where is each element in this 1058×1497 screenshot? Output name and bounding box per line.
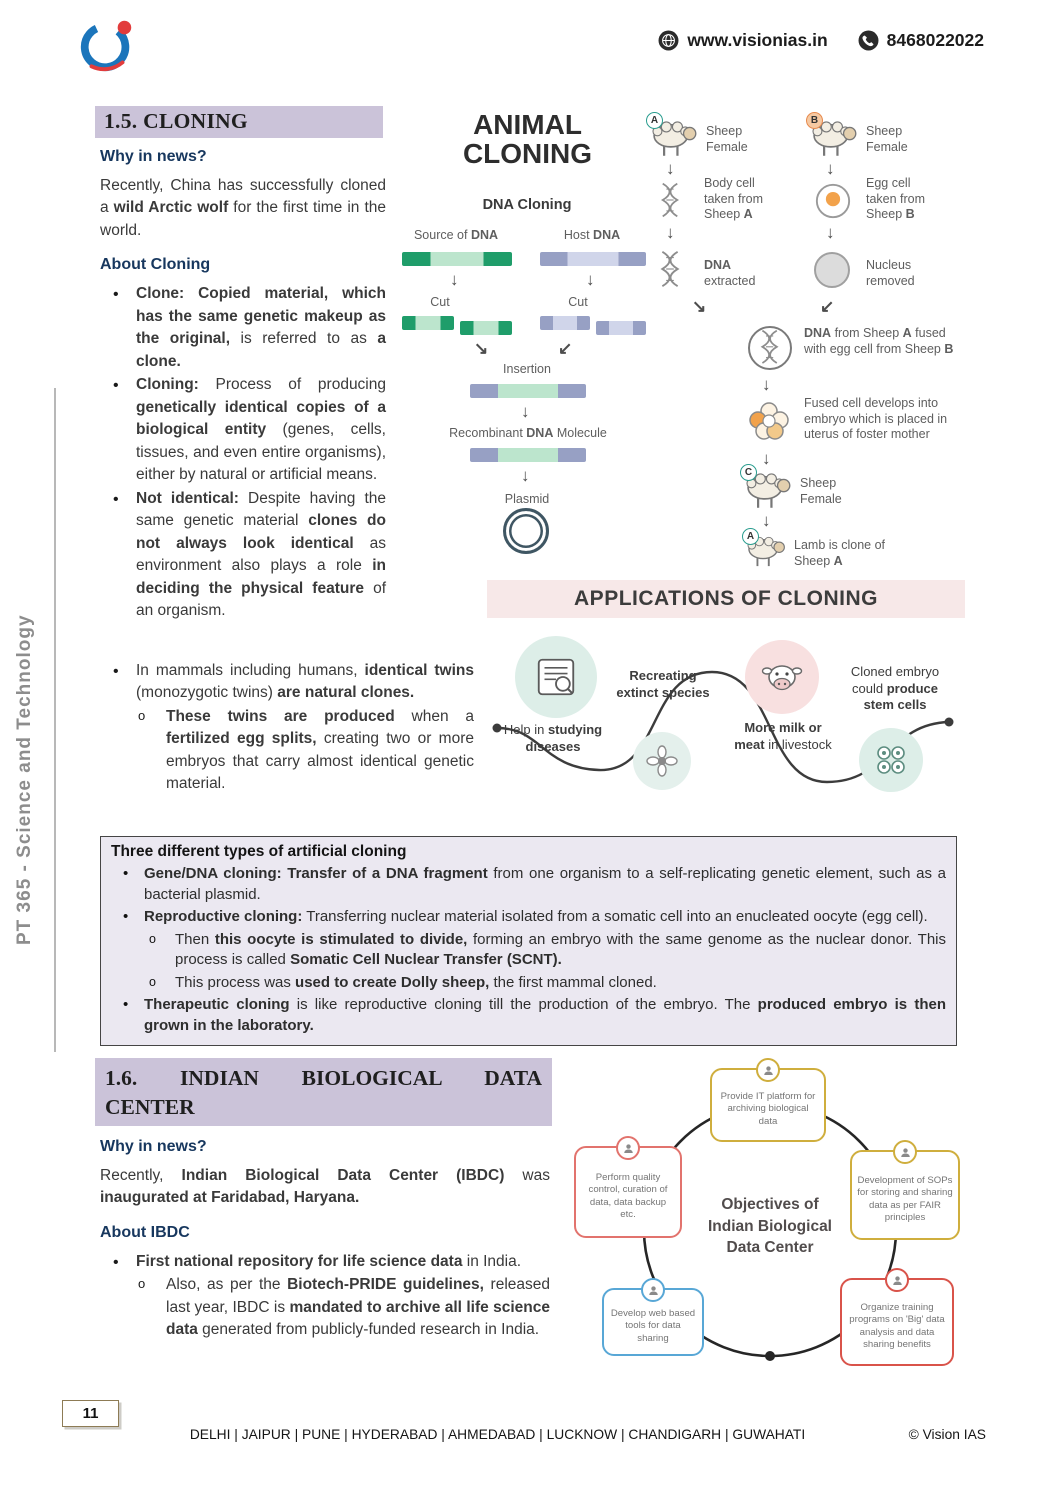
ibdc-repository-bullet: • First national repository for life science data in India. [100,1251,550,1273]
animal-cloning-diagram [390,110,965,580]
ibdc-objectives-diagram [558,1048,966,1400]
node-label: Development of SOPs for storing and sharing data as per FAIR principles [857,1174,953,1223]
bullet-cloning: • Cloning: Process of producing genetically identical copies of a biological entity (genes, cells, tissues, and even entire organisms), either by natural or artificial means. [100,374,386,486]
gene-dna-cloning-item: • Gene/DNA cloning: Transfer of a DNA fragment from one organism to a self-replicating genetic element, such as a bacterial plasmid. [111,864,946,905]
globe-icon [658,30,679,51]
cloning-text-column [100,148,386,623]
phone-item [858,30,984,51]
phone-text: 8468022022 [886,30,984,50]
cloning-bullet-list [100,283,386,622]
footer-copyright: © Vision IAS [908,1427,986,1442]
arrow-down-right-icon [692,298,706,315]
node-icon [885,1268,909,1292]
arrow-down-icon [762,376,771,393]
stem-cells-label: Cloned embryo could produce stem cells [850,664,940,713]
plasmid-icon [503,508,549,554]
arrow-down-icon [762,450,771,467]
nucleus-removed-label: Nucleus removed [866,258,915,288]
website-item [658,30,827,51]
why-in-news-paragraph: Recently, China has successfully cloned a wild Arctic wolf for the first time in the world. [100,177,386,239]
section-1-5-header: 1.5. CLONING [95,106,383,138]
bullet-clone: • Clone: Copied material, which has the same genetic makeup as the original, is referred to as a clone. [100,283,386,373]
sheep-b-label: Sheep Female [866,124,908,154]
host-dna-label: Host DNA [563,228,621,242]
scnt-item: o Then this oocyte is stimulated to divide, forming an embryo with the same genome as the nuclear donor. This process is called Somatic Cell Nuclear Transfer (SCNT). [111,930,946,971]
arrow-down-left-icon [820,298,834,315]
ibdc-bullet-list [100,1251,550,1342]
host-dna-cut-piece [596,321,646,335]
center-line2: Indian Biological [707,1217,832,1235]
therapeutic-cloning-item: • Therapeutic cloning is like reproductive cloning till the production of the embryo. The produced embryo is then grown in the laboratory. [111,995,946,1036]
section-1-6-header [95,1058,552,1126]
body-cell-icon [654,180,686,220]
arrow-down-icon [666,160,675,177]
nucleus-removed-icon [812,250,852,290]
node-icon [756,1058,780,1082]
arrow-down-right-icon [474,340,488,357]
center-line3: Data Center [726,1239,814,1257]
node-label: Provide IT platform for archiving biological data [720,1090,816,1127]
body-cell-label: Body cell taken from Sheep A [704,176,764,222]
artificial-cloning-types-box [100,836,957,1046]
about-cloning-heading: About Cloning [100,256,211,274]
host-dna-cut-piece [540,316,590,330]
recombinant-dna-label: Recombinant DNA Molecule [449,426,607,440]
cow-icon [760,657,804,697]
cloning-bullet-list-2 [100,660,474,796]
arrow-down-icon [521,403,530,420]
source-dna-label: Source of DNA [413,228,499,242]
center-line1: Objectives of [721,1196,819,1213]
arrow-down-icon [666,224,675,241]
page-number: 11 [62,1400,119,1427]
node-web-tools [602,1288,704,1356]
egg-cell-icon [814,182,852,220]
diagram-title-line1: ANIMAL [473,109,582,140]
lamb-badge: A [742,528,759,545]
visionias-logo [76,14,138,76]
website-text: www.visionias.in [687,30,828,50]
flower-icon [645,744,679,778]
sheep-c-badge: C [740,464,757,481]
types-list [111,864,946,1036]
studying-diseases-circle [515,636,597,718]
studying-diseases-label: Help in studying diseases [503,722,603,754]
person-icon [899,1146,912,1159]
fused-dna-label: DNA from Sheep A fused with egg cell from Sheep B [804,326,954,356]
arrow-down-icon [826,224,835,241]
source-dna-cut-piece [460,321,512,335]
footer-cities: DELHI | JAIPUR | PUNE | HYDERABAD | AHMEDABAD | LUCKNOW | CHANDIGARH | GUWAHATI [189,1427,806,1442]
node-label: Organize training programs on 'Big' data analysis and data sharing benefits [849,1301,945,1350]
applications-of-cloning [487,580,965,836]
phone-icon [858,30,879,51]
node-label: Develop web based tools for data sharing [610,1307,696,1344]
arrow-down-icon [586,271,595,288]
lamb-label: Lamb is clone of Sheep A [794,538,886,568]
arrow-down-icon [521,467,530,484]
fused-cell-icon [746,324,794,372]
ibdc-text-column [100,1138,550,1343]
livestock-circle [745,640,819,714]
header-contact [658,30,984,51]
ibdc-why-heading: Why in news? [100,1138,207,1155]
embryo-label: Fused cell develops into embryo which is placed in uterus of foster mother [804,396,948,442]
bullet-not-identical: • Not identical: Despite having the same genetic material clones do not always look identical as environment also plays a role in deciding the physical feature of an organism. [100,488,386,623]
stem-cells-circle [859,728,923,792]
dna-extracted-label: DNA extracted [704,258,756,288]
source-dna-bar [402,252,512,266]
arrow-down-icon [762,512,771,529]
sheep-a-label: Sheep Female [706,124,748,154]
sub-bullet-twins: o These twins are produced when a fertilized egg splits, creating two or more embryos that carry almost identical genetic material. [100,706,474,796]
node-label: Perform quality control, curation of data, data backup etc. [588,1171,668,1220]
cut-label-left: Cut [430,295,450,309]
inserted-dna-bar [470,384,586,398]
ibdc-why-paragraph: Recently, Indian Biological Data Center (IBDC) was inaugurated at Faridabad, Haryana. [100,1167,550,1207]
arrow-down-left-icon [558,340,572,357]
egg-cell-label: Egg cell taken from Sheep B [866,176,926,222]
section-1-6-title-line1: 1.6. INDIAN BIOLOGICAL DATA [105,1066,542,1090]
stem-cells-icon [872,741,910,779]
arrow-down-icon [450,271,459,288]
person-icon [891,1274,904,1287]
person-icon [762,1064,775,1077]
diagram-title [440,110,615,169]
dna-cloning-heading: DNA Cloning [482,197,572,213]
extinct-species-circle [633,732,691,790]
node-sops [850,1150,960,1240]
extinct-species-label: Recreating extinct species [616,668,710,700]
node-icon [616,1136,640,1160]
embryo-icon [744,398,794,444]
study-book-icon [533,654,579,700]
plasmid-label: Plasmid [504,492,550,506]
sidebar-series-title: PT 365 - Science and Technology [14,614,35,946]
node-icon [893,1140,917,1164]
livestock-label: More milk or meat in livestock [734,720,832,752]
dolly-sheep-item: o This process was used to create Dolly sheep, the first mammal cloned. [111,973,946,994]
node-training [840,1278,954,1366]
about-ibdc-heading: About IBDC [100,1223,190,1241]
types-box-title: Three different types of artificial cloning [111,843,407,860]
cut-label-right: Cut [568,295,588,309]
reproductive-cloning-item: • Reproductive cloning: Transferring nuclear material isolated from a somatic cell into an enucleated oocyte (egg cell). [111,907,946,928]
recombinant-dna-bar [470,448,586,462]
person-icon [622,1142,635,1155]
arrow-down-icon [826,160,835,177]
host-dna-bar [540,252,646,266]
node-icon [641,1278,665,1302]
sheep-a-badge: A [646,112,663,129]
applications-banner: APPLICATIONS OF CLONING [487,580,965,618]
dna-extracted-icon [654,248,686,290]
insertion-label: Insertion [503,362,551,376]
source-dna-cut-piece [402,316,454,330]
why-in-news-heading: Why in news? [100,148,207,165]
sidebar-divider [54,388,56,1052]
cloning-text-wide [100,660,474,797]
sheep-b-badge: B [806,112,823,129]
objectives-center-title [684,1194,856,1259]
node-quality-control [574,1146,682,1238]
section-1-6-title-line2: CENTER [105,1095,195,1120]
sheep-c-label: Sheep Female [800,476,842,506]
bullet-identical-twins: • In mammals including humans, identical twins (monozygotic twins) are natural clones. [100,660,474,705]
diagram-title-line2: CLONING [462,138,593,170]
node-it-platform [710,1068,826,1142]
person-icon [647,1284,660,1297]
ibdc-biotech-pride-sub-bullet: o Also, as per the Biotech-PRIDE guidelines, released last year, IBDC is mandated to archive all life science data generated from publicly-funded research in India. [100,1274,550,1341]
